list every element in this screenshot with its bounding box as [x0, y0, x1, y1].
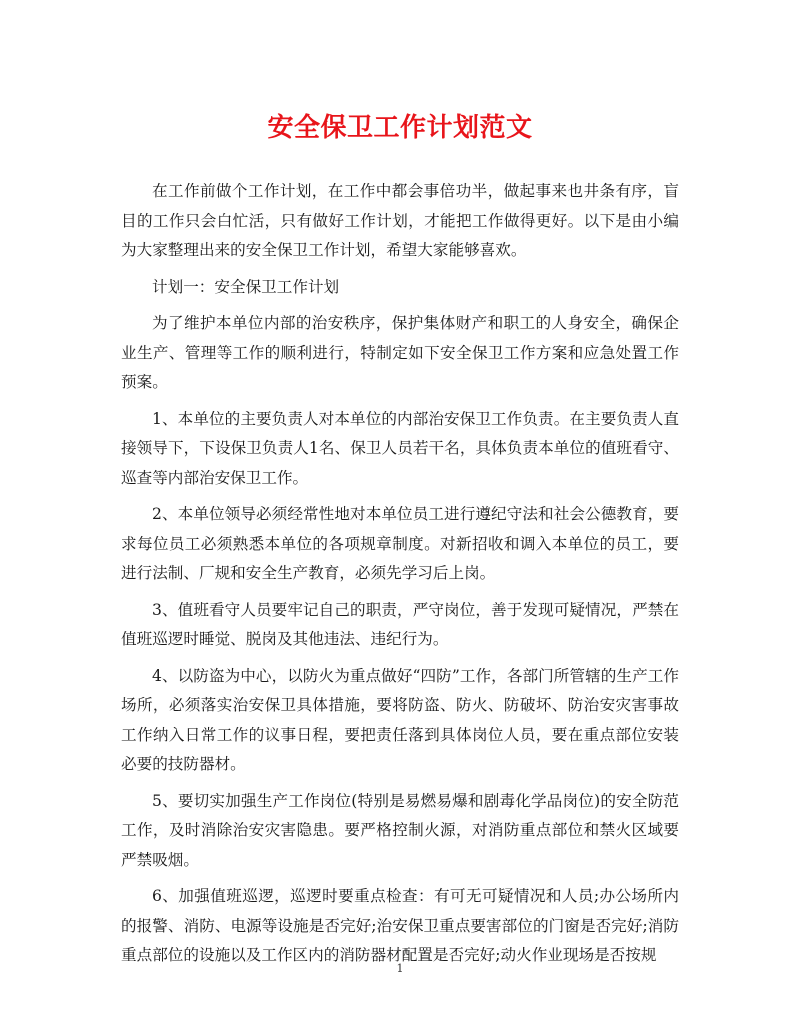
item-3-paragraph: 3、值班看守人员要牢记自己的职责，严守岗位，善于发现可疑情况，严禁在值班巡逻时睡觉、脱岗及其他违法、违纪行为。 — [121, 600, 679, 648]
section-heading-plan-one: 计划一：安全保卫工作计划 — [152, 277, 340, 296]
purpose-paragraph: 为了维护本单位内部的治安秩序，保护集体财产和职工的人身安全，确保企业生产、管理等工作的顺利进行，特制定如下安全保卫工作方案和应急处置工作预案。 — [121, 314, 679, 391]
item-5-paragraph: 5、要切实加强生产工作岗位(特别是易燃易爆和剧毒化学品岗位)的安全防范工作，及时消除治安灾害隐患。要严格控制火源，对消防重点部位和禁火区域要严禁吸烟。 — [121, 791, 679, 869]
item-4-paragraph: 4、以防盗为中心，以防火为重点做好“四防”工作，各部门所管辖的生产工作场所，必须落实治安保卫具体措施，要将防盗、防火、防破坏、防治安灾害事故工作纳入日常工作的议事日程，要把责任落到具体岗位人员，要在重点部位安装必要的技防器材。 — [121, 666, 679, 773]
item-2-paragraph: 2、本单位领导必须经常性地对本单位员工进行遵纪守法和社会公德教育，要求每位员工必须熟悉本单位的各项规章制度。对新招收和调入本单位的员工，要进行法制、厂规和安全生产教育，必须先学习后上岗。 — [121, 505, 679, 582]
intro-paragraph: 在工作前做个工作计划，在工作中都会事倍功半，做起事来也井条有序，盲目的工作只会白忙活，只有做好工作计划，才能把工作做得更好。以下是由小编为大家整理出来的安全保卫工作计划，希望大家能够喜欢。 — [121, 182, 679, 259]
document-title: 安全保卫工作计划范文 — [267, 113, 533, 143]
item-6-paragraph: 6、加强值班巡逻，巡逻时要重点检查：有可无可疑情况和人员;办公场所内的报警、消防、电源等设施是否完好;治安保卫重点要害部位的门窗是否完好;消防重点部位的设施以及工作区内的消防器材配置是否完好;动火作业现场是否按规 — [121, 887, 679, 964]
item-1-paragraph: 1、本单位的主要负责人对本单位的内部治安保卫工作负责。在主要负责人直接领导下，下设保卫负责人1名、保卫人员若干名，具体负责本单位的值班看守、巡查等内部治安保卫工作。 — [121, 409, 679, 487]
page-number: 1 — [396, 962, 404, 975]
document-body — [121, 177, 679, 978]
